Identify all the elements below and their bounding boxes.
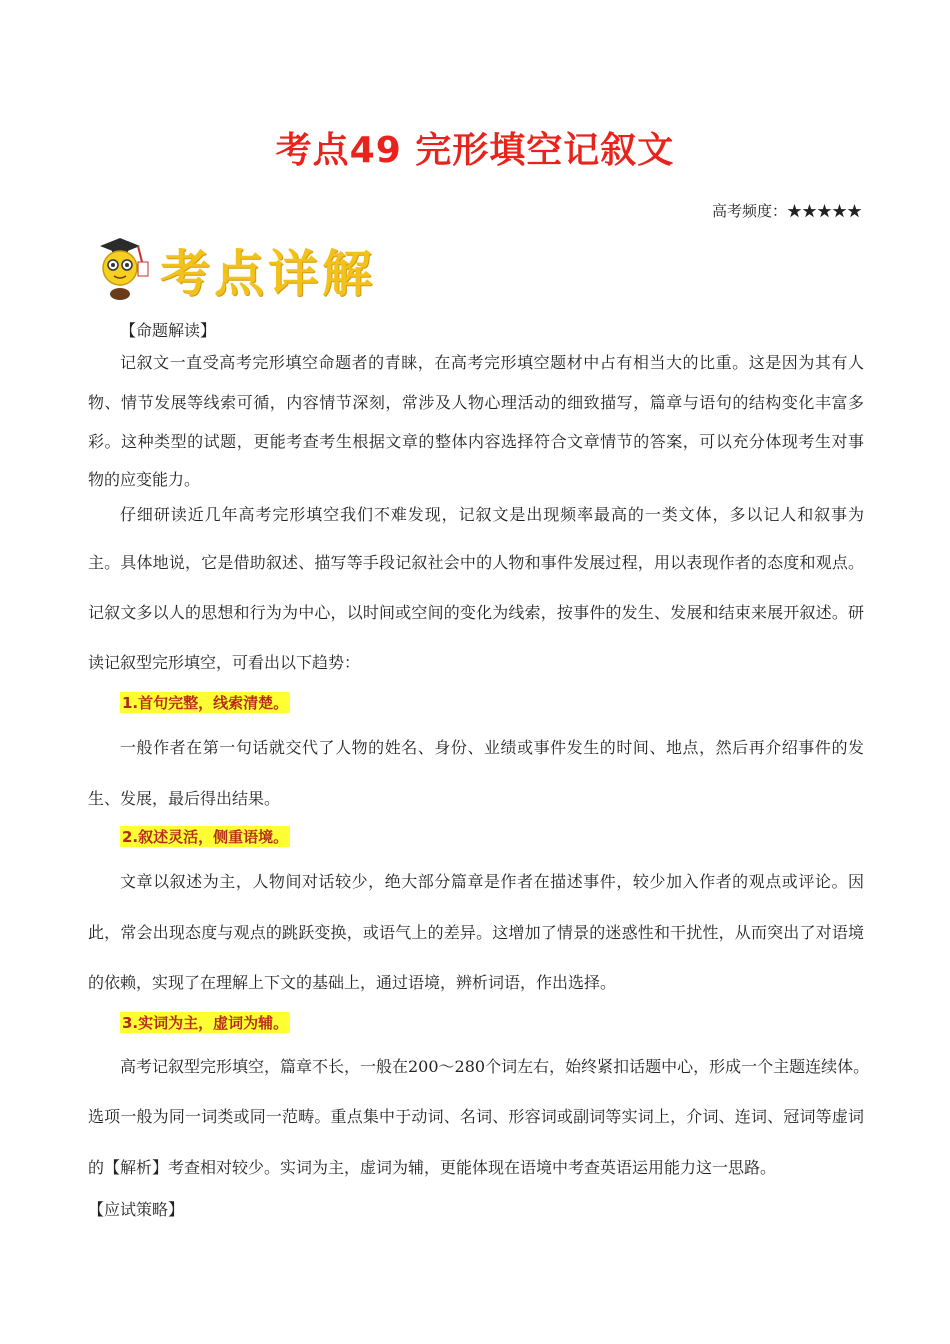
section-banner	[90, 232, 390, 302]
paragraph-line: 高考记叙型完形填空，篇章不长，一般在200～280个词左右，始终紧扣话题中心，形成一个主题连续体。	[120, 1057, 870, 1076]
paragraph-line: 物、情节发展等线索可循，内容情节深刻，常涉及人物心理活动的细致描写，篇章与语句的结构变化丰富多	[88, 393, 864, 412]
scholar-mascot-icon	[90, 232, 156, 302]
paragraph-line: 物的应变能力。	[88, 470, 201, 489]
paragraph-line: 选项一般为同一词类或同一范畴。重点集中于动词、名词、形容词或副词等实词上，介词、连词、冠词等虚词	[88, 1107, 864, 1126]
paragraph-line: 生、发展，最后得出结果。	[88, 789, 281, 808]
paragraph-line: 彩。这种类型的试题，更能考查考生根据文章的整体内容选择符合文章情节的答案，可以充分体现考生对事	[88, 432, 864, 451]
banner-title: 考点详解	[160, 244, 376, 303]
paragraph-line: 记叙文一直受高考完形填空命题者的青睐，在高考完形填空题材中占有相当大的比重。这是因为其有人	[120, 353, 864, 372]
paragraph-line: 此，常会出现态度与观点的跳跃变换，或语气上的差异。这增加了情景的迷惑性和干扰性，从而突出了对语境	[88, 923, 864, 942]
paragraph-line: 仔细研读近几年高考完形填空我们不难发现，记叙文是出现频率最高的一类文体，多以记人和叙事为	[120, 505, 864, 524]
paragraph-line: 的【解析】考查相对较少。实词为主，虚词为辅，更能体现在语境中考查英语运用能力这一思路。	[88, 1158, 777, 1177]
paragraph-line: 的依赖，实现了在理解上下文的基础上，通过语境，辨析词语，作出选择。	[88, 973, 617, 992]
section-label-proposition: 【命题解读】	[120, 321, 217, 340]
paragraph-line: 一般作者在第一句话就交代了人物的姓名、身份、业绩或事件发生的时间、地点，然后再介绍事件的发	[120, 738, 864, 757]
highlight-heading: 1.首句完整，线索清楚。	[122, 694, 289, 712]
paragraph-line: 主。具体地说，它是借助叙述、描写等手段记叙社会中的人物和事件发展过程，用以表现作者的态度和观点。	[88, 553, 864, 572]
paragraph-line: 记叙文多以人的思想和行为为中心，以时间或空间的变化为线索，按事件的发生、发展和结束来展开叙述。研	[88, 603, 864, 622]
heading-point-3	[88, 1012, 864, 1033]
page-title: 考点49 完形填空记叙文	[275, 130, 675, 171]
paragraph-line: 文章以叙述为主，人物间对话较少，绝大部分篇章是作者在描述事件，较少加入作者的观点或评论。因	[120, 872, 864, 891]
highlight-heading: 3.实词为主，虚词为辅。	[122, 1014, 289, 1032]
heading-point-2	[88, 826, 864, 847]
heading-point-1	[88, 692, 864, 713]
frequency-rating: 高考频度：★★★★★	[711, 202, 862, 220]
highlight-heading: 2.叙述灵活，侧重语境。	[122, 828, 289, 846]
section-label-strategy: 【应试策略】	[88, 1200, 185, 1219]
paragraph-line: 读记叙型完形填空，可看出以下趋势：	[88, 653, 361, 672]
